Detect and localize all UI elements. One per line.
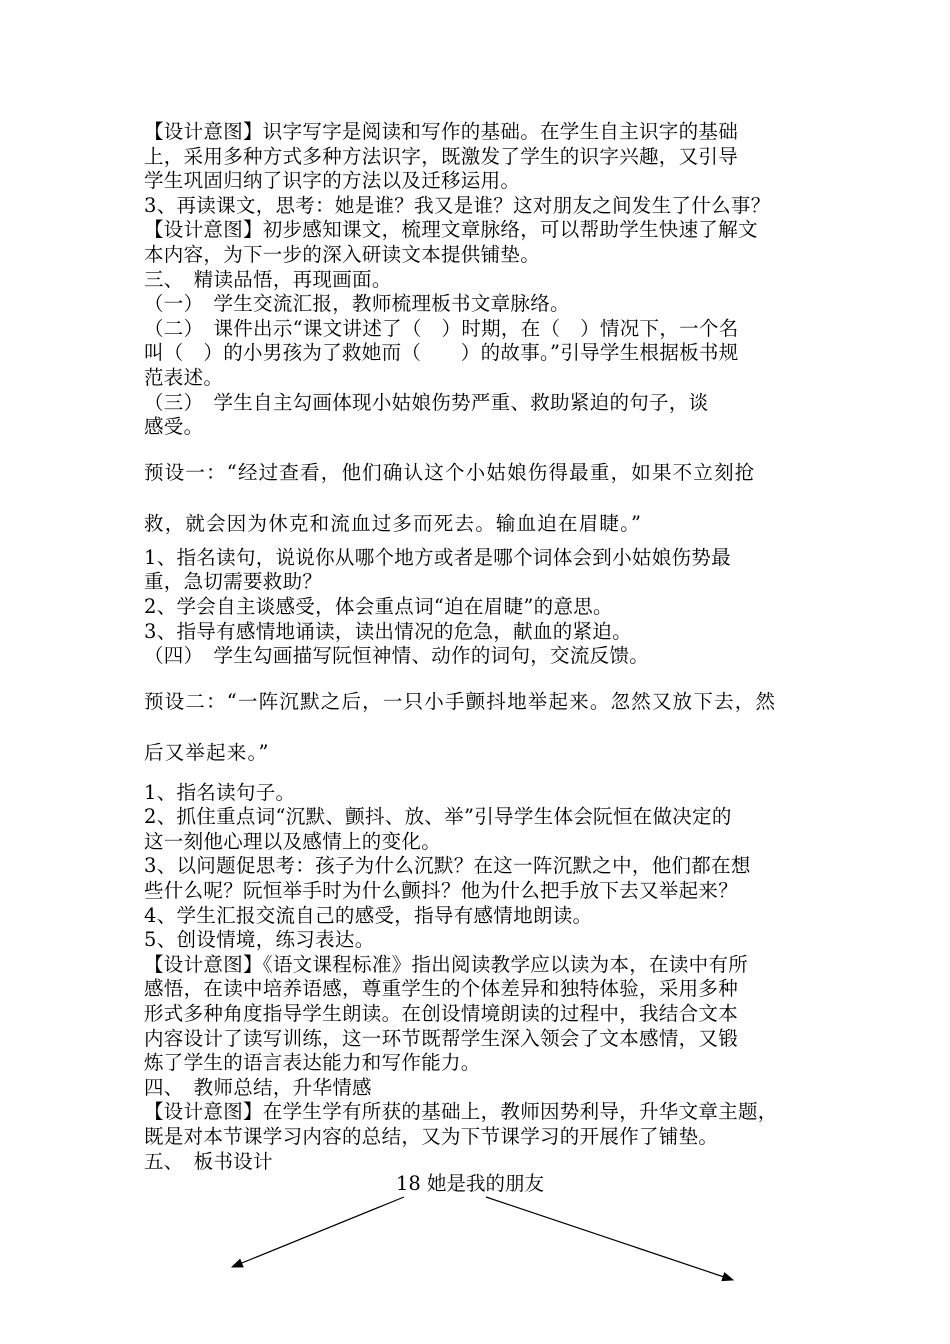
text-line: 【设计意图】在学生学有所获的基础上，教师因势利导，升华文章主题， xyxy=(144,1100,778,1124)
text-line: 这一刻他心理以及感情上的变化。 xyxy=(144,829,442,853)
text-line: 5、创设情境，练习表达。 xyxy=(144,928,375,952)
board-title: 18 她是我的朋友 xyxy=(396,1172,545,1195)
text-line: 炼了学生的语言表达能力和写作能力。 xyxy=(144,1051,481,1075)
text-line: 既是对本节课学习内容的总结，又为下节课学习的开展作了铺垫。 xyxy=(144,1125,719,1148)
text-line: （一） 学生交流汇报，教师梳理板书文章脉络。 xyxy=(144,292,570,316)
text-line: 1、指名读句子。 xyxy=(144,780,296,804)
text-line: 内容设计了读写训练，这一环节既帮学生深入领会了文本感情，又锻 xyxy=(144,1026,739,1050)
text-line: 感悟，在读中培养语感，尊重学生的个体差异和独特体验，采用多种 xyxy=(144,977,739,1001)
section-heading: 四、 教师总结，升华情感 xyxy=(144,1075,372,1099)
text-line: 学生巩固归纳了识字的方法以及迁移运用。 xyxy=(144,169,521,193)
text-line: 重，急切需要救助？ xyxy=(144,570,323,594)
text-line: 感受。 xyxy=(144,415,204,439)
text-line: 范表述。 xyxy=(144,365,224,389)
text-line: 【设计意图】识字写字是阅读和写作的基础。在学生自主识字的基础 xyxy=(144,120,739,143)
text-line: 些什么呢？阮恒举手时为什么颤抖？他为什么把手放下去又举起来？ xyxy=(144,879,739,903)
text-line: 2、学会自主谈感受，体会重点词“迫在眉睫”的意思。 xyxy=(144,594,613,618)
text-line: （二） 课件出示“课文讲述了（ ）时期，在（ ）情况下，一个名 xyxy=(144,316,739,340)
text-line: 4、学生汇报交流自己的感受，指导有感情地朗读。 xyxy=(144,903,593,927)
text-line: 叫（ ）的小男孩为了救她而（ ）的故事。”引导学生根据板书规 xyxy=(144,341,739,365)
preset-one-line: 预设一：“经过查看，他们确认这个小姑娘伤得最重，如果不立刻抢 xyxy=(144,460,756,484)
preset-two-line: 后又举起来。” xyxy=(144,740,270,764)
text-line: 上，采用多种方式多种方法识字，既激发了学生的识字兴趣，又引导 xyxy=(144,144,739,168)
section-heading: 三、 精读品悟，再现画面。 xyxy=(144,267,392,291)
text-line: 1、指名读句，说说你从哪个地方或者是哪个词体会到小姑娘伤势最 xyxy=(144,545,731,569)
text-line: 3、再读课文，思考：她是谁？我又是谁？这对朋友之间发生了什么事？ xyxy=(144,193,771,217)
left-arrow xyxy=(232,1197,404,1267)
text-line: 形式多种角度指导学生朗读。在创设情境朗读的过程中，我结合文本 xyxy=(144,1002,739,1026)
text-line: 本内容，为下一步的深入研读文本提供铺垫。 xyxy=(144,242,541,266)
right-arrow xyxy=(486,1197,733,1280)
text-line: （四） 学生勾画描写阮恒神情、动作的词句，交流反馈。 xyxy=(144,644,650,668)
preset-one-line: 救，就会因为休克和流血过多而死去。输血迫在眉睫。” xyxy=(144,511,643,535)
text-line: 【设计意图】《语文课程标准》指出阅读教学应以读为本，在读中有所 xyxy=(144,952,749,976)
text-line: 3、指导有感情地诵读，读出情况的危急，献血的紧迫。 xyxy=(144,619,632,643)
text-line: 3、以问题促思考：孩子为什么沉默？在这一阵沉默之中，他们都在想 xyxy=(144,854,751,878)
section-heading: 五、 板书设计 xyxy=(144,1149,273,1173)
preset-two-line: 预设二：“一阵沉默之后，一只小手颤抖地举起来。忽然又放下去，然 xyxy=(144,689,777,713)
text-line: 2、抓住重点词“沉默、颤抖、放、举”引导学生体会阮恒在做决定的 xyxy=(144,805,732,829)
text-line: 【设计意图】初步感知课文，梳理文章脉络，可以帮助学生快速了解文 xyxy=(144,218,758,242)
text-line: （三） 学生自主勾画体现小姑娘伤势严重、救助紧迫的句子，谈 xyxy=(144,390,709,414)
